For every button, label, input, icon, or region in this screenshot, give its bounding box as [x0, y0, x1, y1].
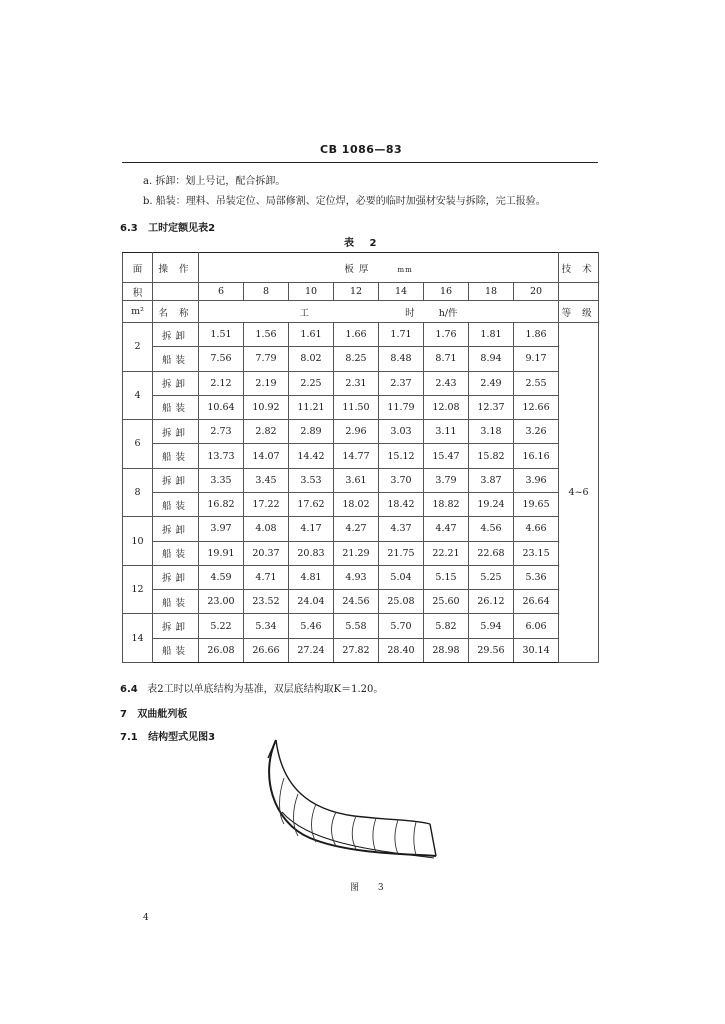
operation-cell: 船装	[153, 444, 199, 468]
hours-cell: 3.70	[379, 468, 424, 492]
hours-cell: 11.50	[334, 395, 379, 419]
plate-end-edge	[430, 824, 436, 856]
operation-cell: 船装	[153, 541, 199, 565]
header-work: 工	[299, 307, 310, 319]
grade-cell: 4~6	[559, 323, 599, 663]
header-grade: 等 级	[559, 301, 599, 323]
hours-cell: 3.96	[514, 468, 559, 492]
hours-cell: 23.15	[514, 541, 559, 565]
bilge-plate-figure	[258, 738, 444, 864]
hours-cell: 22.21	[424, 541, 469, 565]
hours-cell: 3.45	[244, 468, 289, 492]
hours-cell: 3.18	[469, 420, 514, 444]
hours-cell: 3.35	[199, 468, 244, 492]
hours-cell: 4.56	[469, 517, 514, 541]
header-area-1: 面	[123, 253, 153, 283]
hours-cell: 26.64	[514, 590, 559, 614]
thickness-cell: 20	[514, 283, 559, 301]
area-cell: 6	[123, 420, 153, 469]
hours-cell: 1.71	[379, 323, 424, 347]
operation-cell: 拆卸	[153, 371, 199, 395]
hours-cell: 2.73	[199, 420, 244, 444]
hours-cell: 19.91	[199, 541, 244, 565]
operation-cell: 船装	[153, 395, 199, 419]
hours-cell: 2.96	[334, 420, 379, 444]
hours-cell: 23.00	[199, 590, 244, 614]
hours-cell: 20.37	[244, 541, 289, 565]
figure-caption: 图 3	[350, 883, 392, 893]
hours-cell: 20.83	[289, 541, 334, 565]
hours-cell: 26.66	[244, 638, 289, 662]
header-thickness-label: 板 厚	[344, 263, 370, 275]
header-operation: 操 作	[153, 253, 199, 283]
hours-cell: 5.70	[379, 614, 424, 638]
header-thickness	[199, 253, 559, 283]
hours-cell: 15.82	[469, 444, 514, 468]
page-number: 4	[143, 913, 149, 923]
section-6-3-heading	[120, 219, 215, 234]
hours-cell: 5.15	[424, 565, 469, 589]
hours-cell: 19.65	[514, 492, 559, 516]
hours-cell: 8.25	[334, 347, 379, 371]
section-6-4-line	[120, 680, 383, 695]
hours-cell: 3.26	[514, 420, 559, 444]
intro-line-b: b. 船装：理料、吊装定位、局部修割、定位焊，必要的临时加强材安装与拆除，完工报验。	[143, 196, 546, 207]
area-cell: 10	[123, 517, 153, 566]
hours-cell: 5.58	[334, 614, 379, 638]
hours-cell: 3.97	[199, 517, 244, 541]
hours-cell: 4.71	[244, 565, 289, 589]
hours-cell: 1.76	[424, 323, 469, 347]
hours-cell: 5.34	[244, 614, 289, 638]
operation-cell: 拆卸	[153, 565, 199, 589]
section-number: 7	[120, 709, 127, 720]
hours-cell: 28.98	[424, 638, 469, 662]
hours-cell: 1.56	[244, 323, 289, 347]
hours-cell: 1.81	[469, 323, 514, 347]
hours-cell: 3.61	[334, 468, 379, 492]
hours-cell: 5.36	[514, 565, 559, 589]
table-caption: 表 2	[344, 238, 383, 249]
hours-cell: 21.29	[334, 541, 379, 565]
area-cell: 12	[123, 565, 153, 614]
thickness-cell: 18	[469, 283, 514, 301]
hours-cell: 3.79	[424, 468, 469, 492]
section-7-heading	[120, 705, 187, 720]
header-rule	[122, 162, 598, 163]
frame-line	[414, 822, 416, 855]
hours-cell: 4.47	[424, 517, 469, 541]
hours-cell: 1.51	[199, 323, 244, 347]
hours-cell: 18.42	[379, 492, 424, 516]
section-number: 6.3	[120, 223, 138, 234]
hours-cell: 26.08	[199, 638, 244, 662]
hours-cell: 4.17	[289, 517, 334, 541]
hours-cell: 28.40	[379, 638, 424, 662]
operation-cell: 拆卸	[153, 323, 199, 347]
hours-cell: 4.66	[514, 517, 559, 541]
hours-cell: 9.17	[514, 347, 559, 371]
thickness-cell: 14	[379, 283, 424, 301]
document-code-header: CB 1086—83	[320, 143, 403, 156]
hours-cell: 13.73	[199, 444, 244, 468]
hours-cell: 2.12	[199, 371, 244, 395]
section-number: 6.4	[120, 684, 138, 695]
hours-cell: 14.77	[334, 444, 379, 468]
hours-cell: 18.82	[424, 492, 469, 516]
thickness-cell: 6	[199, 283, 244, 301]
hours-cell: 11.79	[379, 395, 424, 419]
hours-cell: 16.16	[514, 444, 559, 468]
frame-line	[352, 816, 356, 849]
hours-cell: 4.37	[379, 517, 424, 541]
header-tech-spacer	[559, 283, 599, 301]
operation-cell: 拆卸	[153, 420, 199, 444]
header-per: h/件	[438, 307, 458, 319]
hours-cell: 8.48	[379, 347, 424, 371]
hours-cell: 5.04	[379, 565, 424, 589]
hours-cell: 12.08	[424, 395, 469, 419]
operation-cell: 船装	[153, 492, 199, 516]
hours-cell: 1.61	[289, 323, 334, 347]
operation-cell: 拆卸	[153, 517, 199, 541]
hours-cell: 5.46	[289, 614, 334, 638]
hours-cell: 16.82	[199, 492, 244, 516]
hours-cell: 7.79	[244, 347, 289, 371]
hours-cell: 12.37	[469, 395, 514, 419]
hours-cell: 3.03	[379, 420, 424, 444]
header-work-hours	[199, 301, 559, 323]
hours-cell: 24.56	[334, 590, 379, 614]
hours-cell: 3.11	[424, 420, 469, 444]
frame-line	[312, 804, 317, 842]
operation-cell: 拆卸	[153, 468, 199, 492]
hours-cell: 2.49	[469, 371, 514, 395]
hours-cell: 29.56	[469, 638, 514, 662]
hours-cell: 18.02	[334, 492, 379, 516]
header-area-3: m²	[123, 301, 153, 323]
hours-cell: 26.12	[469, 590, 514, 614]
hours-cell: 12.66	[514, 395, 559, 419]
thickness-cell: 12	[334, 283, 379, 301]
area-cell: 14	[123, 614, 153, 663]
work-hour-table	[122, 252, 599, 663]
header-name: 名 称	[153, 301, 199, 323]
hours-cell: 24.04	[289, 590, 334, 614]
frame-line	[373, 818, 376, 852]
hours-cell: 11.21	[289, 395, 334, 419]
operation-cell: 船装	[153, 347, 199, 371]
hours-cell: 2.19	[244, 371, 289, 395]
hours-cell: 8.02	[289, 347, 334, 371]
hours-cell: 27.24	[289, 638, 334, 662]
operation-cell: 船装	[153, 590, 199, 614]
area-cell: 2	[123, 323, 153, 372]
hours-cell: 5.22	[199, 614, 244, 638]
hours-cell: 2.25	[289, 371, 334, 395]
header-unit: mm	[397, 265, 413, 274]
operation-cell: 船装	[153, 638, 199, 662]
hours-cell: 2.31	[334, 371, 379, 395]
hours-cell: 2.89	[289, 420, 334, 444]
frame-line	[395, 820, 398, 854]
header-area-2: 积	[123, 283, 153, 301]
plate-inner-edge	[276, 740, 430, 824]
hours-cell: 17.22	[244, 492, 289, 516]
hours-cell: 14.42	[289, 444, 334, 468]
hours-cell: 19.24	[469, 492, 514, 516]
section-title: 结构型式见图3	[148, 732, 216, 743]
thickness-cell: 10	[289, 283, 334, 301]
header-tech: 技 术	[559, 253, 599, 283]
hours-cell: 15.47	[424, 444, 469, 468]
intro-line-a: a. 拆卸：划上号记，配合拆卸。	[143, 176, 286, 187]
operation-cell: 拆卸	[153, 614, 199, 638]
section-title: 双曲舭列板	[137, 709, 188, 720]
hours-cell: 6.06	[514, 614, 559, 638]
hours-cell: 21.75	[379, 541, 424, 565]
hours-cell: 5.94	[469, 614, 514, 638]
hours-cell: 17.62	[289, 492, 334, 516]
hours-cell: 30.14	[514, 638, 559, 662]
hours-cell: 3.53	[289, 468, 334, 492]
section-text: 表2工时以单底结构为基准，双层底结构取K＝1.20。	[147, 684, 384, 695]
area-cell: 4	[123, 371, 153, 420]
hours-cell: 3.87	[469, 468, 514, 492]
hours-cell: 2.82	[244, 420, 289, 444]
section-7-1-heading	[120, 728, 215, 743]
hours-cell: 5.25	[469, 565, 514, 589]
hours-cell: 14.07	[244, 444, 289, 468]
hours-cell: 4.27	[334, 517, 379, 541]
hours-cell: 22.68	[469, 541, 514, 565]
header-operation-spacer	[153, 283, 199, 301]
hours-cell: 4.81	[289, 565, 334, 589]
hours-cell: 2.43	[424, 371, 469, 395]
hours-cell: 10.92	[244, 395, 289, 419]
hours-cell: 25.60	[424, 590, 469, 614]
hours-cell: 1.86	[514, 323, 559, 347]
frame-lines	[280, 778, 417, 855]
area-cell: 8	[123, 468, 153, 517]
hours-cell: 25.08	[379, 590, 424, 614]
plate-top-edge	[268, 740, 276, 758]
hours-cell: 8.94	[469, 347, 514, 371]
hours-cell: 4.08	[244, 517, 289, 541]
thickness-cell: 8	[244, 283, 289, 301]
section-title: 工时定额见表2	[148, 223, 216, 234]
hours-cell: 27.82	[334, 638, 379, 662]
hours-cell: 1.66	[334, 323, 379, 347]
section-number: 7.1	[120, 732, 138, 743]
hours-cell: 7.56	[199, 347, 244, 371]
hours-cell: 2.55	[514, 371, 559, 395]
header-hours: 时	[405, 307, 415, 319]
hours-cell: 4.93	[334, 565, 379, 589]
hours-cell: 23.52	[244, 590, 289, 614]
hours-cell: 15.12	[379, 444, 424, 468]
hours-cell: 4.59	[199, 565, 244, 589]
hours-cell: 5.82	[424, 614, 469, 638]
hours-cell: 8.71	[424, 347, 469, 371]
hours-cell: 10.64	[199, 395, 244, 419]
hours-cell: 2.37	[379, 371, 424, 395]
thickness-cell: 16	[424, 283, 469, 301]
